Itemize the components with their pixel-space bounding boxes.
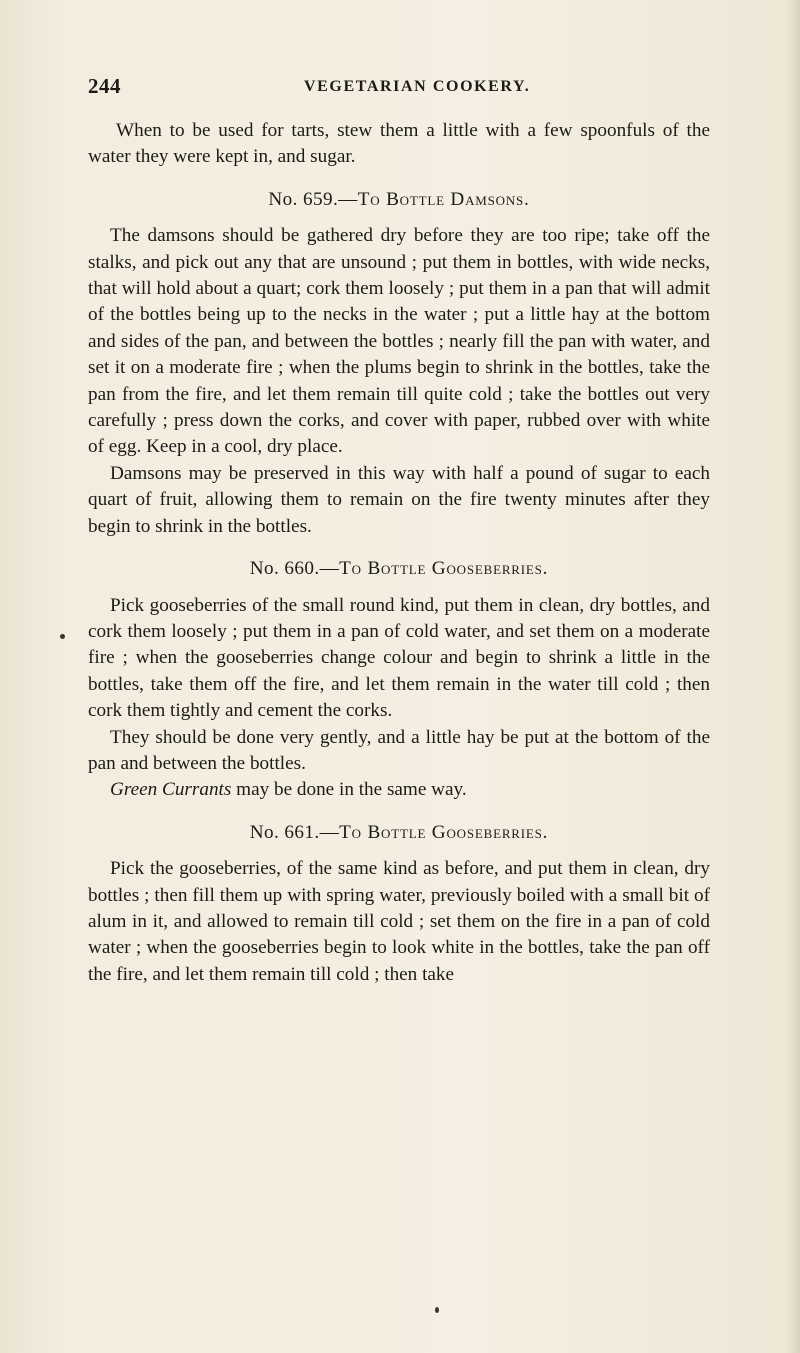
page-body (88, 118, 710, 988)
recipe-paragraph: The damsons should be gathered dry before they are too ripe; take off the stalks, and pick out any that are unsound ; put them in bottles, with wide necks, that will hold about a quart; cork them loosely ; put them in a pan that will admit of the bottles being up to the necks in the water ; put a little hay at the bottom and sides of the pan, and between the bottles ; nearly fill the pan with water, and set it on a moderate fire ; when the plums begin to shrink in the bottles, take the pan from the fire, and let them remain till quite cold ; take the bottles out very carefully ; press down the corks, and cover with paper, rubbed over with white of egg. Keep in a cool, dry place. (88, 225, 710, 458)
running-head: VEGETARIAN COOKERY. (304, 78, 531, 95)
recipe-heading-661: No. 661.—To Bottle Gooseberries. (249, 821, 549, 843)
recipe-title: To Bottle Damsons. (357, 188, 530, 210)
recipe-number: No. 661. (249, 821, 320, 843)
recipe-paragraph: They should be done very gently, and a little hay be put at the bottom of the pan and between the bottles. (88, 726, 710, 774)
recipe-note-italic: Green Currants (110, 779, 232, 801)
opening-paragraph: When to be used for tarts, stew them a little with a few spoonfuls of the water they were kept in, and sugar. (88, 120, 710, 168)
page-header (88, 74, 708, 104)
recipe-paragraph: Pick gooseberries of the small round kind, put them in clean, dry bottles, and cork them loosely ; put them in a pan of cold water, and set them on a moderate fire ; when the gooseberries change colour and begin to shrink a little in the bottles, take them off the fire, and let them remain in the water till cold ; then cork them tightly and cement the corks. (88, 594, 710, 722)
recipe-paragraph: Pick the gooseberries, of the same kind as before, and put them in clean, dry bottles ; then fill them up with spring water, previously boiled with a small bit of alum in it, and allowed to remain till cold ; set them on the fire in a pan of cold water ; when the gooseberries begin to look white in the bottles, take the pan off the fire, and let them remain till cold ; then take (88, 858, 710, 985)
page-edge-shadow (786, 0, 800, 1353)
recipe-note-text: may be done in the same way. (231, 779, 467, 801)
recipe-paragraph: Damsons may be preserved in this way with half a pound of sugar to each quart of fruit, allowing them to remain on the fire twenty minutes after they begin to shrink in the bottles. (88, 462, 710, 537)
recipe-number: No. 660. (249, 558, 320, 580)
recipe-heading-660: No. 660.—To Bottle Gooseberries. (249, 558, 549, 580)
ink-speck (60, 634, 65, 639)
recipe-note (88, 777, 710, 803)
recipe-number: No. 659. (268, 188, 339, 210)
page-number: 244 (88, 74, 121, 98)
recipe-title: To Bottle Gooseberries. (339, 558, 549, 580)
recipe-title: To Bottle Gooseberries. (339, 821, 549, 843)
ink-speck (435, 1307, 439, 1313)
recipe-heading-659: No. 659.—To Bottle Damsons. (268, 188, 530, 210)
